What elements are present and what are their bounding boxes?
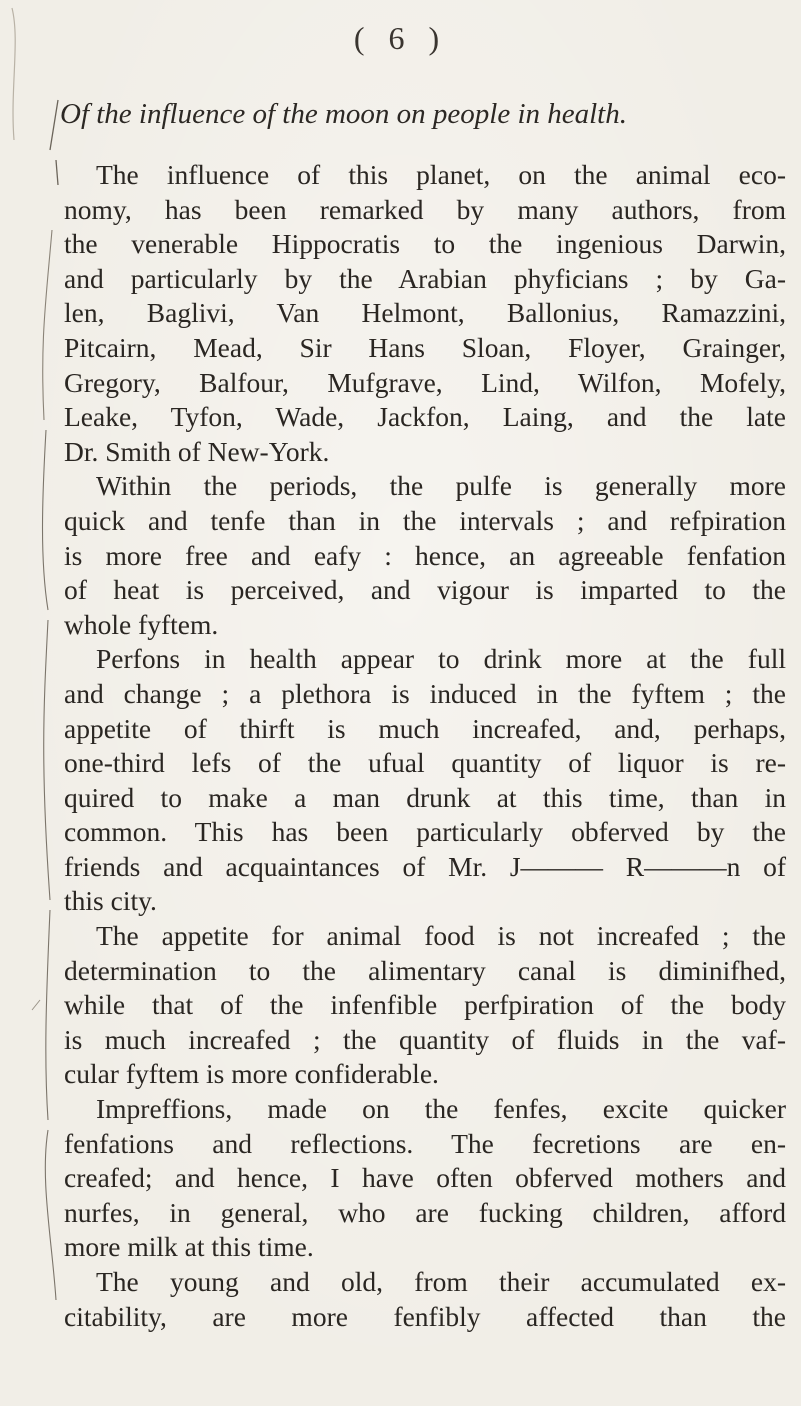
text-line: quick and tenfe than in the intervals ; and refpiration [64, 504, 786, 536]
text-line: Dr. Smith of New-York. [64, 435, 330, 467]
text-line: of heat is perceived, and vigour is imparted to the [64, 574, 786, 606]
text-line: Pitcairn, Mead, Sir Hans Sloan, Floyer, Grainger, [64, 331, 786, 363]
text-line: this city. [64, 885, 157, 917]
text-line: friends and acquaintances of Mr. J——— R———n of [64, 850, 786, 882]
text-line: nomy, has been remarked by many authors, from [64, 193, 786, 225]
text-line: Perfons in health appear to drink more at the full [96, 643, 786, 675]
text-line: Gregory, Balfour, Mufgrave, Lind, Wilfon, Mofely, [64, 366, 786, 398]
text-line: more milk at this time. [64, 1231, 314, 1263]
text-line: is much increafed ; the quantity of fluids in the vaf- [64, 1023, 786, 1055]
text-line: while that of the infenfible perfpiration of the body [64, 989, 786, 1021]
text-line: cular fyftem is more confiderable. [64, 1058, 439, 1090]
text-line: nurfes, in general, who are fucking children, afford [64, 1196, 786, 1228]
text-line: Impreffions, made on the fenfes, excite quicker [96, 1093, 786, 1125]
text-line: len, Baglivi, Van Helmont, Ballonius, Ramazzini, [64, 297, 786, 329]
text-line: determination to the alimentary canal is diminifhed, [64, 954, 786, 986]
text-line: Leake, Tyfon, Wade, Jackfon, Laing, and the late [64, 401, 786, 433]
text-line: The appetite for animal food is not increafed ; the [96, 920, 786, 952]
text-line: and change ; a plethora is induced in the fyftem ; the [64, 677, 786, 709]
body-text [64, 158, 786, 1334]
text-line: is more free and eafy : hence, an agreeable fenfation [64, 539, 786, 571]
text-line: creafed; and hence, I have often obferved mothers and [64, 1162, 786, 1194]
text-line: one-third lefs of the ufual quantity of liquor is re- [64, 747, 786, 779]
text-line: whole fyftem. [64, 608, 219, 640]
text-line: Within the periods, the pulfe is generally more [96, 470, 786, 502]
section-heading: Of the influence of the moon on people in health. [60, 98, 627, 130]
text-line: The young and old, from their accumulated ex- [96, 1266, 786, 1297]
page-number: ( 6 ) [353, 20, 448, 56]
text-line: fenfations and reflections. The fecretions are en- [64, 1127, 786, 1159]
text-line: The influence of this planet, on the animal eco- [96, 159, 786, 190]
text-line: quired to make a man drunk at this time, than in [64, 781, 786, 813]
text-line: appetite of thirft is much increafed, and, perhaps, [64, 712, 786, 744]
text-line: the venerable Hippocratis to the ingenious Darwin, [64, 228, 786, 260]
text-line: common. This has been particularly obferved by the [64, 816, 786, 848]
text-line: and particularly by the Arabian phyficians ; by Ga- [64, 262, 786, 294]
text-line: citability, are more fenfibly affected than the [64, 1300, 786, 1332]
